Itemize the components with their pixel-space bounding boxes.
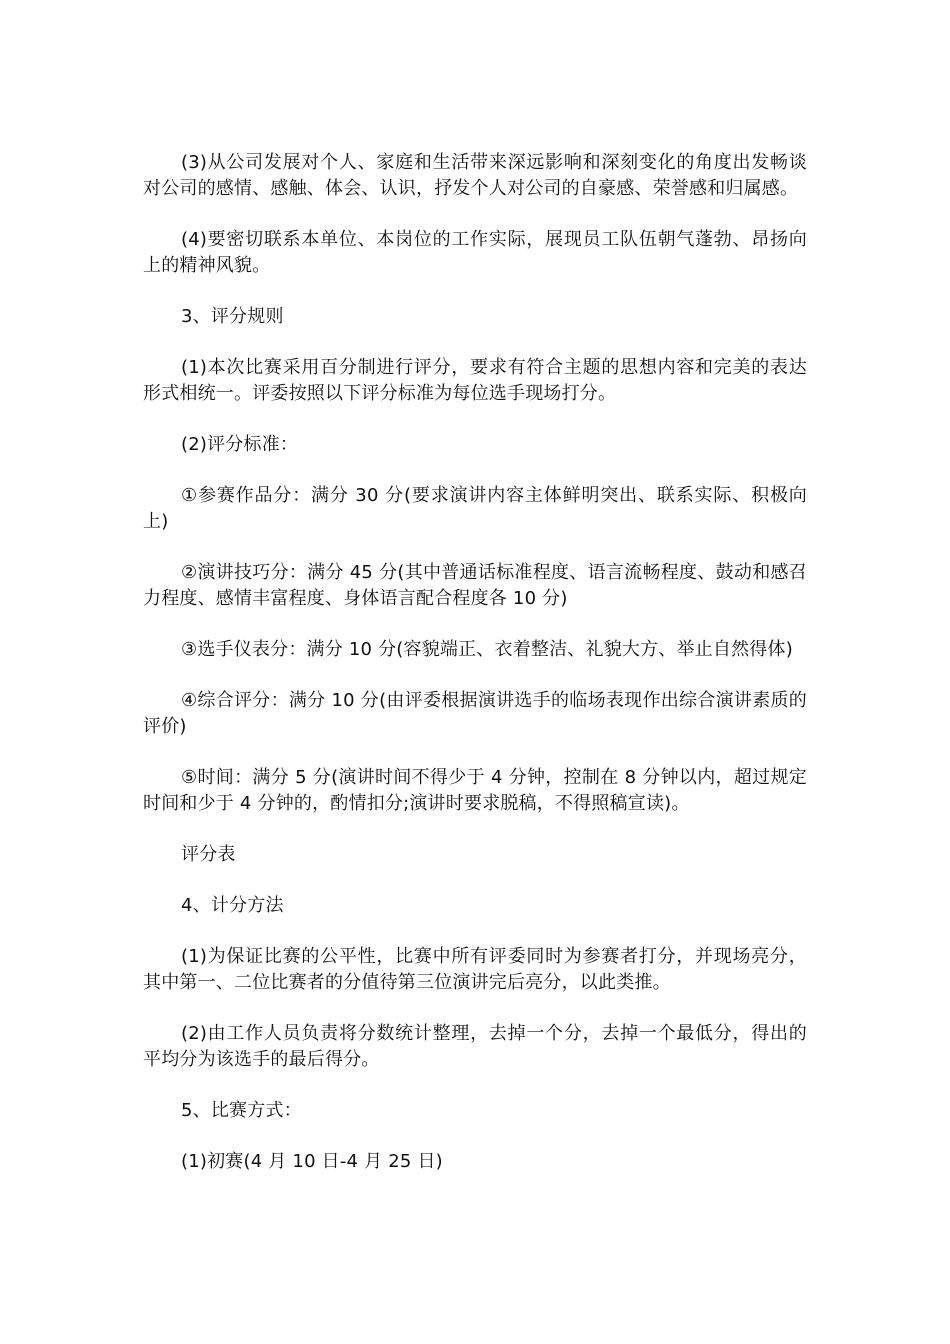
paragraph-3-point: (3)从公司发展对个人、家庭和生活带来深远影响和深刻变化的角度出发畅谈对公司的感情、感触、体会、认识，抒发个人对公司的自豪感、荣誉感和归属感。 — [143, 152, 807, 199]
criterion-3: ③选手仪表分：满分 10 分(容貌端正、衣着整洁、礼貌大方、举止自然得体) — [181, 639, 793, 660]
document-page — [143, 150, 807, 1175]
section-heading-scoring-rules: 3、评分规则 — [181, 306, 284, 327]
method-1: (1)为保证比赛的公平性，比赛中所有评委同时为参赛者打分，并现场亮分，其中第一、二位比赛者的分值待第三位演讲完后亮分，以此类推。 — [143, 946, 807, 993]
paragraph-4-point: (4)要密切联系本单位、本岗位的工作实际，展现员工队伍朝气蓬勃、昂扬向上的精神风貌。 — [143, 229, 807, 276]
criterion-1: ①参赛作品分：满分 30 分(要求演讲内容主体鲜明突出、联系实际、积极向上) — [143, 485, 807, 532]
paragraph-scoring-1: (1)本次比赛采用百分制进行评分，要求有符合主题的思想内容和完美的表达形式相统一。评委按照以下评分标准为每位选手现场打分。 — [143, 357, 807, 404]
criterion-2: ②演讲技巧分：满分 45 分(其中普通话标准程度、语言流畅程度、鼓动和感召力程度、感情丰富程度、身体语言配合程度各 10 分) — [143, 562, 807, 609]
section-heading-scoring-method: 4、计分方法 — [181, 895, 284, 916]
method-2: (2)由工作人员负责将分数统计整理，去掉一个分，去掉一个最低分，得出的平均分为该选手的最后得分。 — [143, 1023, 807, 1070]
criterion-4: ④综合评分：满分 10 分(由评委根据演讲选手的临场表现作出综合演讲素质的评价) — [143, 690, 807, 737]
paragraph-scoring-standard: (2)评分标准： — [181, 434, 299, 455]
format-preliminary: (1)初赛(4 月 10 日-4 月 25 日) — [181, 1151, 443, 1172]
criterion-5: ⑤时间：满分 5 分(演讲时间不得少于 4 分钟，控制在 8 分钟以内，超过规定时间和少于 4 分钟的，酌情扣分;演讲时要求脱稿，不得照稿宣读)。 — [143, 767, 807, 814]
score-table-label: 评分表 — [181, 844, 236, 865]
section-heading-competition-format: 5、比赛方式： — [181, 1100, 302, 1121]
